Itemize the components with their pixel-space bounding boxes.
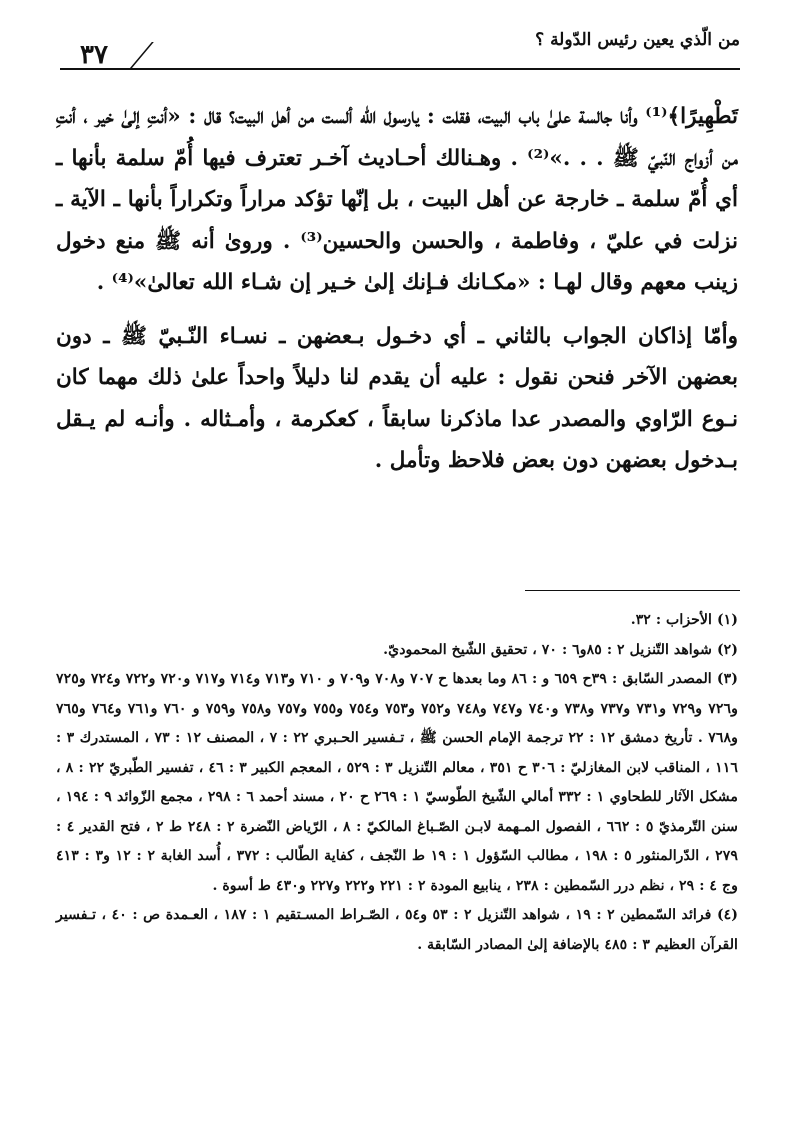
- footnote-number: (٢): [716, 641, 738, 658]
- paragraph: تَطْهِيرًا﴾⁽¹⁾ وأنا جالسة علىٰ باب البيت، فقلت : يارسول الله ألست من أهل البيت؟ قال : «أنتِ إلىٰ خير ، أنتِ من أزواج النّبيّ ﷺ . . .»⁽²⁾ . وهـنالك أحـاديث آخـر تعترف فيها أُمّ سلمة بأنها ـ أي أُمّ سلمة ـ خارجة عن أهل البيت ، بل إنّها تؤكد مراراً وتكراراً بأنها ـ الآية ـ نزلت في عليّ ، وفاطمة ، والحسن والحسين⁽³⁾ . وروىٰ أنه ﷺ منع دخول زينب معهم وقال لهـا : «مكـانك فـإنك إلىٰ خـير إن شـاء الله تعالىٰ»⁽⁴⁾ .: [56, 104, 738, 295]
- paragraph: وأمّا إذاكان الجواب بالثاني ـ أي دخـول بـعضهن ـ نسـاء النّـبيّ ﷺ ـ دون بعضهن الآخر فنحن نقول : عليه أن يقدم لنا دليلاً واحداً علىٰ ذلك مهما كان نـوع الرّاوي والمصدر عدا ماذكرنا سابقاً ، كعكرمة ، وأمـثاله . وأنـه لم يـقل بـدخول بعضهن دون بعض فلاحظ وتأمل .: [56, 323, 738, 473]
- footnote-text: الأحزاب : ٣٢.: [630, 612, 712, 628]
- footnote: [56, 901, 738, 960]
- footnote: [56, 606, 738, 636]
- body-text: [56, 96, 738, 482]
- page-number: ٣٧: [80, 40, 108, 70]
- footnote: [56, 665, 738, 901]
- header-slant-divider: [130, 42, 180, 68]
- header-rule: [60, 68, 740, 70]
- footnote: [56, 636, 738, 666]
- footnote-separator: [525, 590, 740, 591]
- footnote-text: فرائد السّمطين ٢ : ١٩ ، شواهد التّنزيل ٢ : ٥٣ و٥٤ ، الصّـراط المسـتقيم ١ : ١٨٧ ، العـمدة ص : ٤٠ ، تـفسير القرآن العظيم ٣ : ٤٨٥ بالإضافة إلىٰ المصادر السّابقة .: [56, 907, 738, 953]
- footnote-number: (٣): [716, 671, 738, 687]
- footnote-text: المصدر السّابق : ٣٩ح ٦٥٩ و : ٨٦ وما بعدها ح ٧٠٧ و٧٠٨ و٧٠٩ و ٧١٠ و٧١٣ و٧١٤ و٧١٧ و٧٢٠ و٧٢٢ و٧٢٤ و٧٢٥ و٧٢٦ و٧٢٩ و٧٣١ و٧٣٧ و٧٣٨ و٧٤٠ و٧٤٧ و٧٤٨ و٧٥٢ و٧٥٣ و٧٥٤ و٧٥٥ و٧٥٧ و٧٥٨ و٧٥٩ و ٧٦٠ و٧٦١ و٧٦٤ و٧٦٥ و٧٦٨ . تأريخ دمشق ١٢ : ٢٢ ترجمة الإمام الحسن ﷺ ، تـفسير الحـبري ٢٢ : ٧ ، المصنف ١٢ : ٧٣ ، المستدرك ٣ : ١١٦ ، المناقب لابن المغازليّ : ٣٠٦ ح ٣٥١ ، معالم التّنزيل ٣ : ٥٢٩ ، المعجم الكبير ٣ : ٤٦ ، تفسير الطّبريّ ٢٢ : ٨ ، مشكل الآثار للطحاوي ١ : ٣٣٢ أمالي الشّيخ الطّوسيّ ١ : ٢٦٩ ح ٢٠ ، مسند أحمد ٦ : ٢٩٨ ، مجمع الزّوائد ٩ : ١٩٤ ، سنن التّرمذيّ ٥ : ٦٦٢ ، الفصول المـهمة لابـن الصّـباغ المالكيّ : ٨ ، الرّياض النّضرة ٢ : ٢٤٨ ط ٢ ، فتح القدير ٤ : ٢٧٩ ، الدّرالمنثور ٥ : ١٩٨ ، مطالب السّؤول ١ : ١٩ ط النّجف ، كفاية الطّالب : ٣٧٢ ، أُسد الغابة ٢ : ١٢ و٣ : ٤١٣ وج ٤ : ٢٩ ، نظم درر السّمطين : ٢٣٨ ، ينابيع المودة ٢ : ٢٢١ و٢٢٢ و٢٢٧ و٤٣٠ ط أسوة .: [56, 671, 739, 894]
- footnote-number: (١): [716, 612, 738, 628]
- footnotes: [56, 606, 738, 960]
- footnote-text: شواهد التّنزيل ٢ : ٨٥و٦ : ٧٠ ، تحقيق الشّيخ المحموديّ.: [383, 641, 712, 658]
- running-header-title: من الّذي يعين رئيس الدّولة ؟: [535, 30, 740, 50]
- footnote-number: (٤): [716, 907, 739, 923]
